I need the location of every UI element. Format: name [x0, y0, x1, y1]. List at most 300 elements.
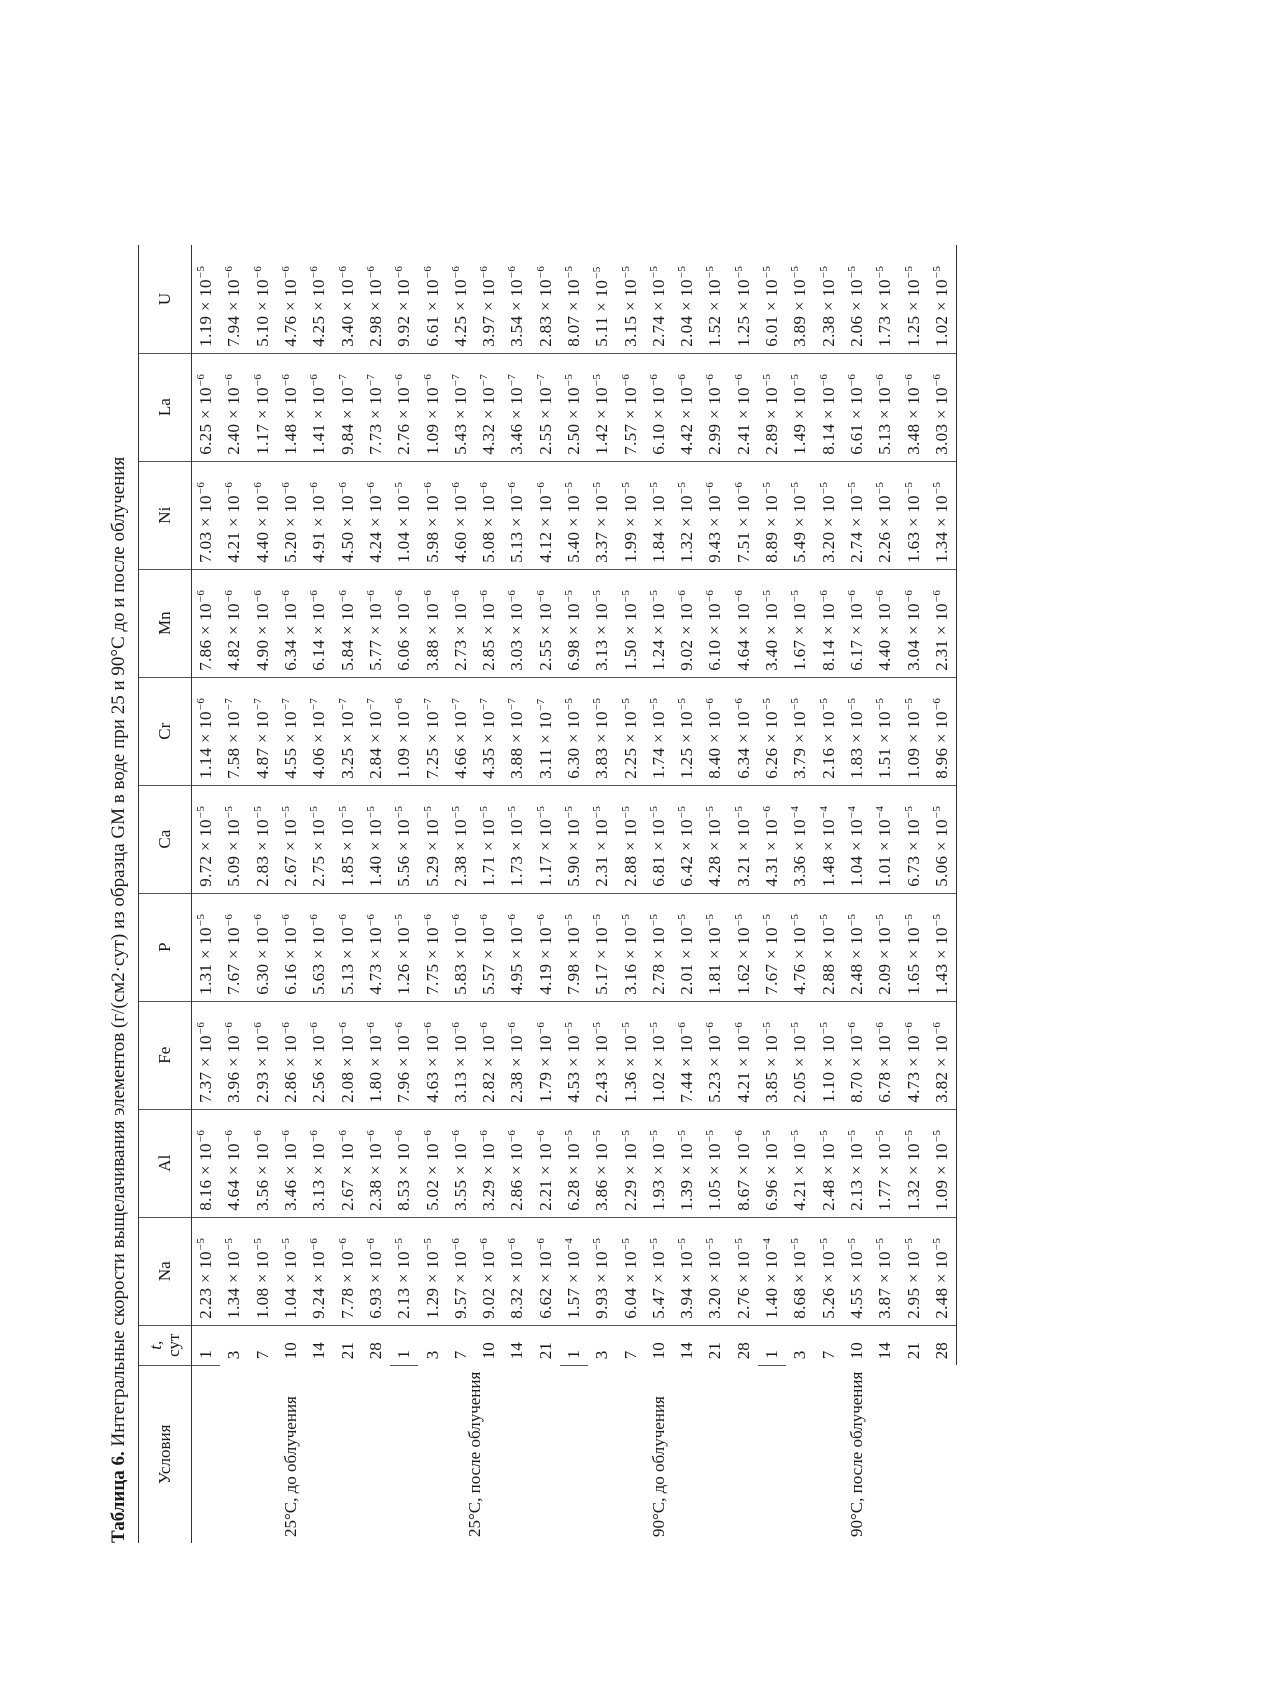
- value-cell: [588, 245, 616, 353]
- value-cell: [560, 1001, 588, 1109]
- value-cell: [532, 1109, 560, 1217]
- value-base: × 10: [648, 927, 668, 964]
- table-caption-text: Интегральные скорости выщелачивания элементов (г/(см2·сут) из образца GM в воде при 25 и 90°C до и после облучения: [108, 456, 129, 1452]
- value-cell: [871, 353, 899, 461]
- value-cell: [333, 245, 361, 353]
- value-mantissa: 6.30: [564, 747, 583, 779]
- value-exponent: −5: [789, 373, 802, 387]
- value-exponent: −6: [534, 481, 547, 495]
- value-mantissa: 3.88: [422, 639, 442, 671]
- value-exponent: −5: [732, 1237, 745, 1251]
- value-base: × 10: [818, 819, 838, 856]
- value-base: × 10: [790, 603, 810, 640]
- value-cell: [928, 785, 957, 893]
- value-exponent: −5: [704, 265, 717, 279]
- value-base: × 10: [394, 603, 414, 640]
- header-time-unit: сут: [163, 1333, 183, 1357]
- value-cell: [192, 461, 221, 569]
- value-mantissa: 9.57: [450, 1287, 470, 1319]
- value-exponent: −5: [280, 805, 293, 819]
- value-mantissa: 7.78: [337, 1287, 357, 1319]
- value-base: × 10: [705, 603, 725, 640]
- value-mantissa: 3.82: [931, 1071, 951, 1103]
- value-base: × 10: [931, 1143, 951, 1180]
- value-mantissa: 7.96: [394, 1071, 414, 1103]
- table-body: [192, 245, 957, 1543]
- value-exponent: −5: [789, 1021, 802, 1035]
- value-exponent: −6: [223, 1129, 236, 1143]
- value-base: × 10: [309, 495, 329, 532]
- value-base: × 10: [535, 711, 555, 749]
- value-exponent: −6: [506, 589, 519, 603]
- value-cell: [560, 677, 588, 785]
- value-base: × 10: [931, 1035, 951, 1072]
- value-base: × 10: [903, 1035, 923, 1072]
- value-exponent: −7: [364, 373, 377, 387]
- value-mantissa: 3.97: [479, 315, 499, 347]
- value-base: × 10: [252, 927, 272, 964]
- value-cell: [560, 1109, 588, 1217]
- value-exponent: −5: [308, 805, 321, 819]
- value-cell: [673, 245, 701, 353]
- value-exponent: −5: [902, 1237, 915, 1251]
- value-exponent: −6: [676, 1021, 689, 1035]
- value-exponent: −5: [619, 589, 632, 603]
- value-base: × 10: [677, 927, 697, 964]
- value-cell: [588, 785, 616, 893]
- value-exponent: −5: [676, 265, 689, 279]
- value-exponent: −6: [251, 1129, 264, 1143]
- value-base: × 10: [450, 279, 470, 316]
- value-mantissa: 5.40: [564, 531, 583, 563]
- value-mantissa: 2.76: [394, 423, 414, 455]
- value-exponent: −5: [195, 1237, 208, 1251]
- value-exponent: −5: [619, 1021, 632, 1035]
- value-mantissa: 4.40: [875, 639, 895, 671]
- value-base: × 10: [450, 495, 470, 532]
- value-cell: [673, 1217, 701, 1325]
- value-exponent: −5: [676, 913, 689, 927]
- table-row: [447, 245, 475, 1543]
- value-exponent: −5: [280, 1237, 293, 1251]
- value-exponent: −5: [393, 805, 406, 819]
- value-mantissa: 2.01: [677, 963, 697, 995]
- value-cell: [758, 785, 786, 893]
- value-mantissa: 1.19: [196, 315, 216, 347]
- value-base: × 10: [592, 927, 612, 964]
- value-mantissa: 3.16: [620, 963, 640, 995]
- value-cell: [871, 245, 899, 353]
- value-exponent: −5: [930, 265, 943, 279]
- value-cell: [220, 353, 248, 461]
- value-base: × 10: [790, 711, 810, 748]
- value-cell: [871, 1109, 899, 1217]
- value-cell: [333, 569, 361, 677]
- value-mantissa: 5.29: [422, 855, 442, 887]
- value-base: × 10: [818, 387, 838, 424]
- value-cell: [192, 1001, 221, 1109]
- value-mantissa: 1.49: [790, 423, 810, 455]
- value-mantissa: 4.06: [309, 747, 329, 779]
- value-mantissa: 4.60: [450, 531, 470, 563]
- value-base: × 10: [450, 711, 470, 748]
- value-mantissa: 6.81: [648, 855, 668, 887]
- value-cell: [673, 569, 701, 677]
- value-base: × 10: [479, 1143, 499, 1180]
- value-cell: [390, 1109, 418, 1217]
- value-exponent: −4: [874, 805, 887, 819]
- value-base: × 10: [705, 1143, 725, 1180]
- value-base: × 10: [535, 387, 555, 424]
- value-cell: [871, 1001, 899, 1109]
- value-base: × 10: [281, 603, 301, 640]
- value-exponent: −5: [563, 1021, 575, 1035]
- value-exponent: −5: [874, 481, 887, 495]
- value-exponent: −6: [364, 481, 377, 495]
- value-cell: [928, 677, 957, 785]
- value-exponent: −5: [761, 589, 774, 603]
- time-cell: 3: [592, 1350, 612, 1360]
- value-base: × 10: [479, 1035, 499, 1072]
- value-cell: [418, 785, 446, 893]
- time-cell: 3: [422, 1350, 442, 1360]
- value-cell: [899, 677, 927, 785]
- value-base: × 10: [790, 1035, 810, 1072]
- value-base: × 10: [875, 711, 895, 748]
- value-mantissa: 3.21: [733, 855, 753, 887]
- value-mantissa: 9.84: [337, 423, 357, 455]
- value-exponent: −6: [930, 1021, 943, 1035]
- value-mantissa: 2.40: [224, 423, 244, 455]
- value-exponent: −6: [421, 265, 434, 279]
- value-exponent: −6: [845, 589, 858, 603]
- value-base: × 10: [309, 819, 329, 856]
- value-base: × 10: [394, 1143, 414, 1180]
- value-exponent: −5: [563, 913, 575, 927]
- value-exponent: −5: [364, 805, 377, 819]
- value-base: × 10: [903, 387, 923, 424]
- value-mantissa: 3.13: [309, 1179, 329, 1211]
- value-exponent: −5: [647, 697, 660, 711]
- value-base: × 10: [564, 819, 583, 856]
- value-cell: [418, 1217, 446, 1325]
- value-mantissa: 1.83: [846, 747, 866, 779]
- value-mantissa: 6.01: [762, 315, 782, 347]
- value-base: × 10: [931, 819, 951, 856]
- value-base: × 10: [931, 603, 951, 640]
- value-mantissa: 4.19: [535, 963, 555, 995]
- value-base: × 10: [535, 495, 555, 532]
- value-base: × 10: [790, 1251, 810, 1288]
- value-base: × 10: [705, 279, 725, 316]
- value-cell: [305, 1109, 333, 1217]
- value-exponent: −5: [619, 1237, 632, 1251]
- value-mantissa: 4.24: [365, 531, 385, 563]
- value-exponent: −5: [676, 805, 689, 819]
- value-exponent: −5: [591, 805, 604, 819]
- value-base: × 10: [790, 279, 810, 316]
- value-mantissa: 2.25: [620, 747, 640, 779]
- value-mantissa: 4.73: [903, 1071, 923, 1103]
- value-mantissa: 4.76: [281, 315, 301, 347]
- time-cell: 1: [560, 1325, 588, 1365]
- value-cell: [390, 461, 418, 569]
- value-base: × 10: [903, 1251, 923, 1288]
- value-mantissa: 6.62: [535, 1287, 555, 1319]
- value-mantissa: 3.04: [903, 639, 923, 671]
- value-cell: [616, 1001, 644, 1109]
- value-mantissa: 1.63: [903, 531, 923, 563]
- condition-cell: 25°C, до облучения: [281, 1396, 301, 1537]
- value-cell: [645, 353, 673, 461]
- value-base: × 10: [337, 387, 357, 424]
- value-mantissa: 1.51: [875, 747, 895, 779]
- value-mantissa: 1.79: [535, 1071, 555, 1103]
- value-mantissa: 6.61: [846, 423, 866, 455]
- value-mantissa: 1.04: [281, 1287, 301, 1319]
- value-mantissa: 8.14: [818, 639, 838, 671]
- time-cell: 14: [875, 1342, 895, 1360]
- value-cell: [616, 785, 644, 893]
- value-mantissa: 2.86: [507, 1179, 527, 1211]
- value-mantissa: 2.48: [931, 1287, 951, 1319]
- time-cell: 28: [928, 1325, 957, 1365]
- value-cell: [305, 785, 333, 893]
- value-cell: [673, 893, 701, 1001]
- value-cell: [249, 569, 277, 677]
- table-row: [843, 245, 871, 1543]
- value-base: × 10: [309, 1035, 329, 1072]
- value-cell: [560, 893, 588, 1001]
- value-cell: [362, 569, 390, 677]
- value-base: × 10: [564, 495, 583, 532]
- value-cell: [758, 1217, 786, 1325]
- value-mantissa: 6.73: [903, 855, 923, 887]
- value-base: × 10: [705, 927, 725, 964]
- value-cell: [192, 1217, 221, 1325]
- value-base: × 10: [818, 279, 838, 316]
- value-mantissa: 2.09: [875, 963, 895, 995]
- value-exponent: −5: [704, 1237, 717, 1251]
- value-base: × 10: [365, 495, 385, 532]
- value-base: × 10: [252, 1143, 272, 1180]
- value-base: × 10: [252, 819, 272, 856]
- value-cell: [503, 245, 531, 353]
- value-cell: [220, 1109, 248, 1217]
- value-base: × 10: [818, 711, 838, 748]
- value-mantissa: 1.26: [394, 963, 414, 995]
- value-base: × 10: [479, 495, 499, 532]
- value-base: × 10: [535, 1035, 555, 1072]
- value-exponent: −6: [506, 1237, 519, 1251]
- value-cell: [871, 785, 899, 893]
- value-cell: [701, 353, 729, 461]
- value-cell: [390, 1217, 418, 1325]
- value-base: × 10: [903, 495, 923, 532]
- value-base: × 10: [564, 1143, 583, 1180]
- value-mantissa: 1.10: [818, 1071, 838, 1103]
- value-cell: [928, 1001, 957, 1109]
- value-base: × 10: [648, 1035, 668, 1072]
- value-exponent: −5: [563, 805, 575, 819]
- table-row: [277, 245, 305, 1543]
- value-cell: [305, 245, 333, 353]
- value-exponent: −5: [732, 265, 745, 279]
- value-mantissa: 3.37: [592, 531, 612, 563]
- value-mantissa: 1.62: [733, 963, 753, 995]
- value-exponent: −6: [534, 1237, 547, 1251]
- value-base: × 10: [846, 495, 866, 532]
- value-cell: [645, 1001, 673, 1109]
- value-exponent: −6: [902, 373, 915, 387]
- header-element: Fe: [139, 1001, 192, 1109]
- value-cell: [333, 785, 361, 893]
- value-exponent: −6: [364, 1237, 377, 1251]
- value-cell: [390, 245, 418, 353]
- value-cell: [588, 569, 616, 677]
- value-cell: [871, 461, 899, 569]
- value-exponent: −5: [902, 1129, 915, 1143]
- header-element: Na: [139, 1217, 192, 1325]
- value-exponent: −5: [676, 697, 689, 711]
- value-cell: [730, 461, 758, 569]
- value-base: × 10: [733, 1143, 753, 1180]
- value-cell: [758, 461, 786, 569]
- value-mantissa: 2.38: [507, 1071, 527, 1103]
- value-base: × 10: [846, 387, 866, 424]
- value-base: × 10: [875, 927, 895, 964]
- value-exponent: −6: [421, 913, 434, 927]
- value-cell: [815, 1217, 843, 1325]
- value-mantissa: 1.14: [196, 747, 216, 779]
- value-exponent: −7: [506, 373, 519, 387]
- value-mantissa: 1.36: [620, 1071, 640, 1103]
- value-cell: [192, 1109, 221, 1217]
- value-base: × 10: [564, 1251, 583, 1288]
- value-exponent: −5: [563, 481, 575, 495]
- value-mantissa: 6.17: [846, 639, 866, 671]
- value-cell: [899, 785, 927, 893]
- value-cell: [560, 353, 588, 461]
- value-base: × 10: [790, 819, 810, 856]
- time-cell: 14: [309, 1342, 329, 1360]
- value-base: × 10: [252, 711, 272, 748]
- value-exponent: −7: [534, 373, 547, 387]
- value-base: × 10: [875, 819, 895, 856]
- value-base: × 10: [592, 1035, 612, 1072]
- table-row: [249, 245, 277, 1543]
- value-base: × 10: [762, 1035, 782, 1072]
- value-base: × 10: [762, 279, 782, 316]
- value-exponent: −6: [251, 589, 264, 603]
- value-exponent: −6: [393, 697, 406, 711]
- value-exponent: −5: [845, 265, 858, 279]
- value-cell: [305, 461, 333, 569]
- value-base: × 10: [705, 1251, 725, 1288]
- value-mantissa: 2.83: [252, 855, 272, 887]
- value-exponent: −6: [223, 1021, 236, 1035]
- value-mantissa: 3.40: [337, 315, 357, 347]
- value-mantissa: 4.21: [733, 1071, 753, 1103]
- value-base: × 10: [337, 927, 357, 964]
- value-cell: [503, 1217, 531, 1325]
- value-cell: [447, 785, 475, 893]
- value-base: × 10: [450, 603, 470, 640]
- table-row: [758, 245, 786, 1543]
- value-exponent: −5: [902, 805, 915, 819]
- value-base: × 10: [903, 927, 923, 964]
- value-cell: [588, 893, 616, 1001]
- value-cell: [899, 1217, 927, 1325]
- condition-cell: 90°C, до облучения: [648, 1396, 668, 1537]
- value-base: × 10: [365, 387, 385, 424]
- value-mantissa: 4.50: [337, 531, 357, 563]
- value-mantissa: 6.98: [564, 639, 583, 671]
- table-row: [560, 245, 588, 1543]
- value-exponent: −4: [789, 805, 802, 819]
- value-mantissa: 1.93: [648, 1179, 668, 1211]
- value-mantissa: 2.41: [733, 423, 753, 455]
- value-cell: [701, 245, 729, 353]
- table-row: [475, 245, 503, 1543]
- value-mantissa: 2.31: [592, 855, 612, 887]
- value-mantissa: 4.40: [252, 531, 272, 563]
- value-cell: [532, 569, 560, 677]
- value-cell: [928, 1217, 957, 1325]
- value-cell: [758, 569, 786, 677]
- value-mantissa: 7.73: [365, 423, 385, 455]
- value-mantissa: 1.84: [648, 531, 668, 563]
- value-mantissa: 5.77: [365, 639, 385, 671]
- value-base: × 10: [196, 279, 216, 316]
- value-base: × 10: [479, 603, 499, 640]
- value-base: × 10: [281, 1035, 301, 1072]
- value-exponent: −6: [336, 1021, 349, 1035]
- time-cell: 3: [224, 1350, 244, 1360]
- value-exponent: −5: [845, 1129, 858, 1143]
- value-mantissa: 2.05: [790, 1071, 810, 1103]
- value-base: × 10: [903, 279, 923, 316]
- header-element: Ca: [139, 785, 192, 893]
- value-exponent: −5: [902, 265, 915, 279]
- table-row: [871, 245, 899, 1543]
- value-mantissa: 2.86: [281, 1071, 301, 1103]
- value-mantissa: 3.13: [450, 1071, 470, 1103]
- value-mantissa: 1.25: [733, 315, 753, 347]
- value-cell: [390, 785, 418, 893]
- value-base: × 10: [564, 279, 583, 316]
- value-base: × 10: [479, 711, 499, 748]
- value-mantissa: 7.94: [224, 315, 244, 347]
- value-base: × 10: [394, 495, 414, 532]
- table-row: [786, 245, 814, 1543]
- value-base: × 10: [224, 927, 244, 964]
- value-cell: [362, 1217, 390, 1325]
- value-base: × 10: [422, 1251, 442, 1288]
- value-cell: [616, 893, 644, 1001]
- value-cell: [588, 1217, 616, 1325]
- value-cell: [588, 461, 616, 569]
- value-exponent: −5: [930, 805, 943, 819]
- value-exponent: −6: [930, 589, 943, 603]
- value-exponent: −6: [506, 265, 519, 279]
- value-exponent: −6: [251, 265, 264, 279]
- value-cell: [305, 893, 333, 1001]
- value-mantissa: 1.77: [875, 1179, 895, 1211]
- value-exponent: −6: [308, 1129, 321, 1143]
- value-mantissa: 6.10: [648, 423, 668, 455]
- table-row: [815, 245, 843, 1543]
